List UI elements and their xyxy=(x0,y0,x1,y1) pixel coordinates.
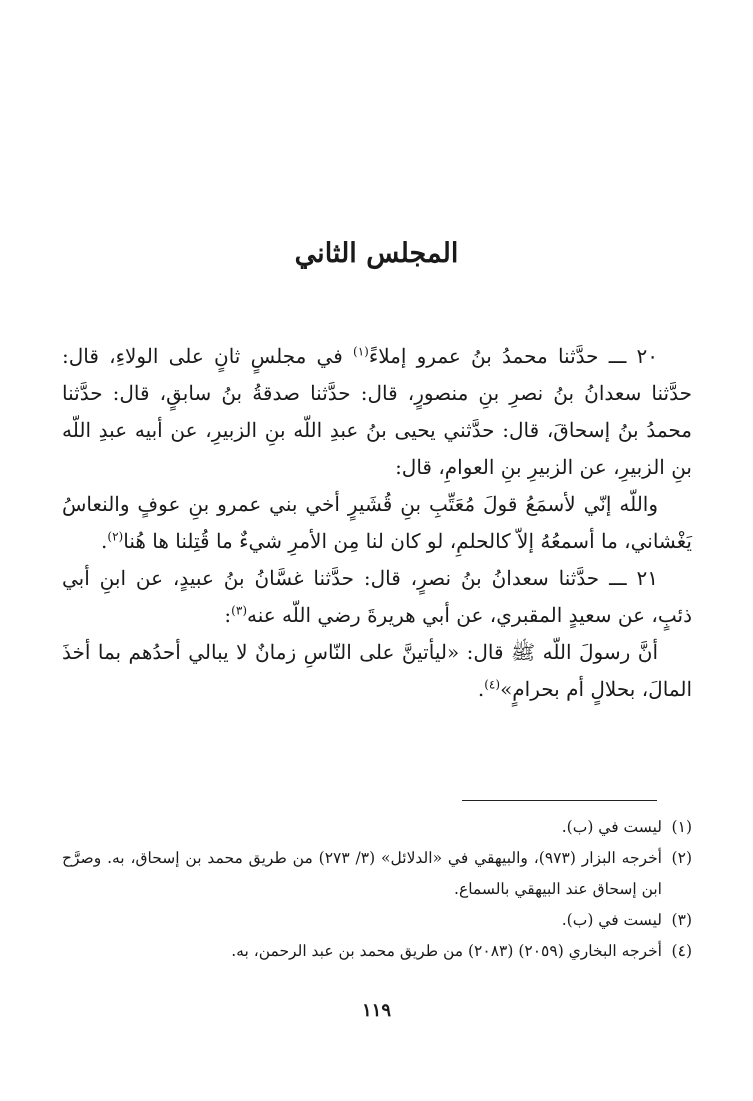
footnote-text: أخرجه البخاري (٢٠٥٩) (٢٠٨٣) من طريق محمد بن عبد الرحمن، به. xyxy=(231,942,662,960)
footnote-ref: (٢) xyxy=(107,529,124,544)
footnotes xyxy=(62,812,692,967)
footnote-text: ليست في (ب). xyxy=(561,818,662,836)
footnote-item xyxy=(62,936,692,967)
hadith-dash: ـــ xyxy=(608,344,627,368)
hadith-text: واللّه إنّي لأسمَعُ قولَ مُعَتِّبِ بنِ قُشَيرٍ أخي بني عمرو بنِ عوفٍ والنعاسُ يَغْشاني، ما أسمعُهُ إلاّ كالحلمِ، لو كان لنا مِن الأمرِ شيءٌ ما قُتِلنا ها هُنا xyxy=(62,492,692,553)
hadith-chain: حدَّثنا محمدُ بنُ عمرو إملاءً xyxy=(368,344,599,368)
page-title: المجلس الثاني xyxy=(294,238,459,269)
page-number: ١١٩ xyxy=(361,1000,391,1021)
punctuation: . xyxy=(477,677,485,701)
footnote-divider xyxy=(462,800,657,801)
hadith-chain: حدَّثنا سعدانُ بنُ نصرٍ، قال: حدَّثنا غسَّانُ بنُ عبيدٍ، عن ابنِ أبي ذئبٍ، عن سعيدٍ المقبري، عن أبي هريرةَ رضي اللّه عنه xyxy=(62,566,692,627)
hadith-20 xyxy=(62,338,692,486)
footnote-number: (٤) xyxy=(671,942,692,960)
footnote-item xyxy=(62,843,692,905)
footnote-ref: (٣) xyxy=(231,603,247,618)
footnote-ref: (٤) xyxy=(484,677,501,692)
footnote-text: أخرجه البزار (٩٧٣)، والبيهقي في «الدلائل» (٣/ ٢٧٣) من طريق محمد بن إسحاق، به. وصرَّح ابن إسحاق عند البيهقي بالسماع. xyxy=(62,849,662,898)
footnote-number: (٣) xyxy=(671,911,692,929)
footnote-item xyxy=(62,905,692,936)
hadith-21 xyxy=(62,560,692,634)
hadith-20-quote xyxy=(62,486,692,560)
punctuation: : xyxy=(224,603,232,627)
hadith-text: أنَّ رسولَ اللّه ﷺ قال: «ليأتينَّ على النّاسِ زمانٌ لا يبالي أحدُهم بما أخذَ المالَ، بحلالٍ أم بحرامٍ» xyxy=(62,640,692,701)
hadith-number: ٢١ xyxy=(636,566,659,590)
punctuation: . xyxy=(101,529,108,553)
hadith-dash: ـــ xyxy=(609,566,627,590)
main-text xyxy=(62,338,692,708)
footnote-text: ليست في (ب). xyxy=(561,911,662,929)
footnote-number: (٢) xyxy=(671,849,692,867)
hadith-chain-cont: في مجلسٍ ثانٍ على الولاءِ، قال: حدَّثنا سعدانُ بنُ نصرِ بنِ منصورٍ، قال: حدَّثنا صدقةُ بنُ سابقٍ، قال: حدَّثنا محمدُ بنُ إسحاقَ، قال: حدَّثني يحيى بنُ عبدِ اللّه بنِ الزبيرِ، عن أبيه عبدِ اللّه بنِ الزبيرِ، عن الزبيرِ بنِ العوامِ، قال: xyxy=(62,344,692,479)
footnote-number: (١) xyxy=(671,818,692,836)
hadith-21-quote xyxy=(62,634,692,708)
hadith-number: ٢٠ xyxy=(636,344,659,368)
footnote-ref: (١) xyxy=(353,344,369,359)
footnote-item xyxy=(62,812,692,843)
